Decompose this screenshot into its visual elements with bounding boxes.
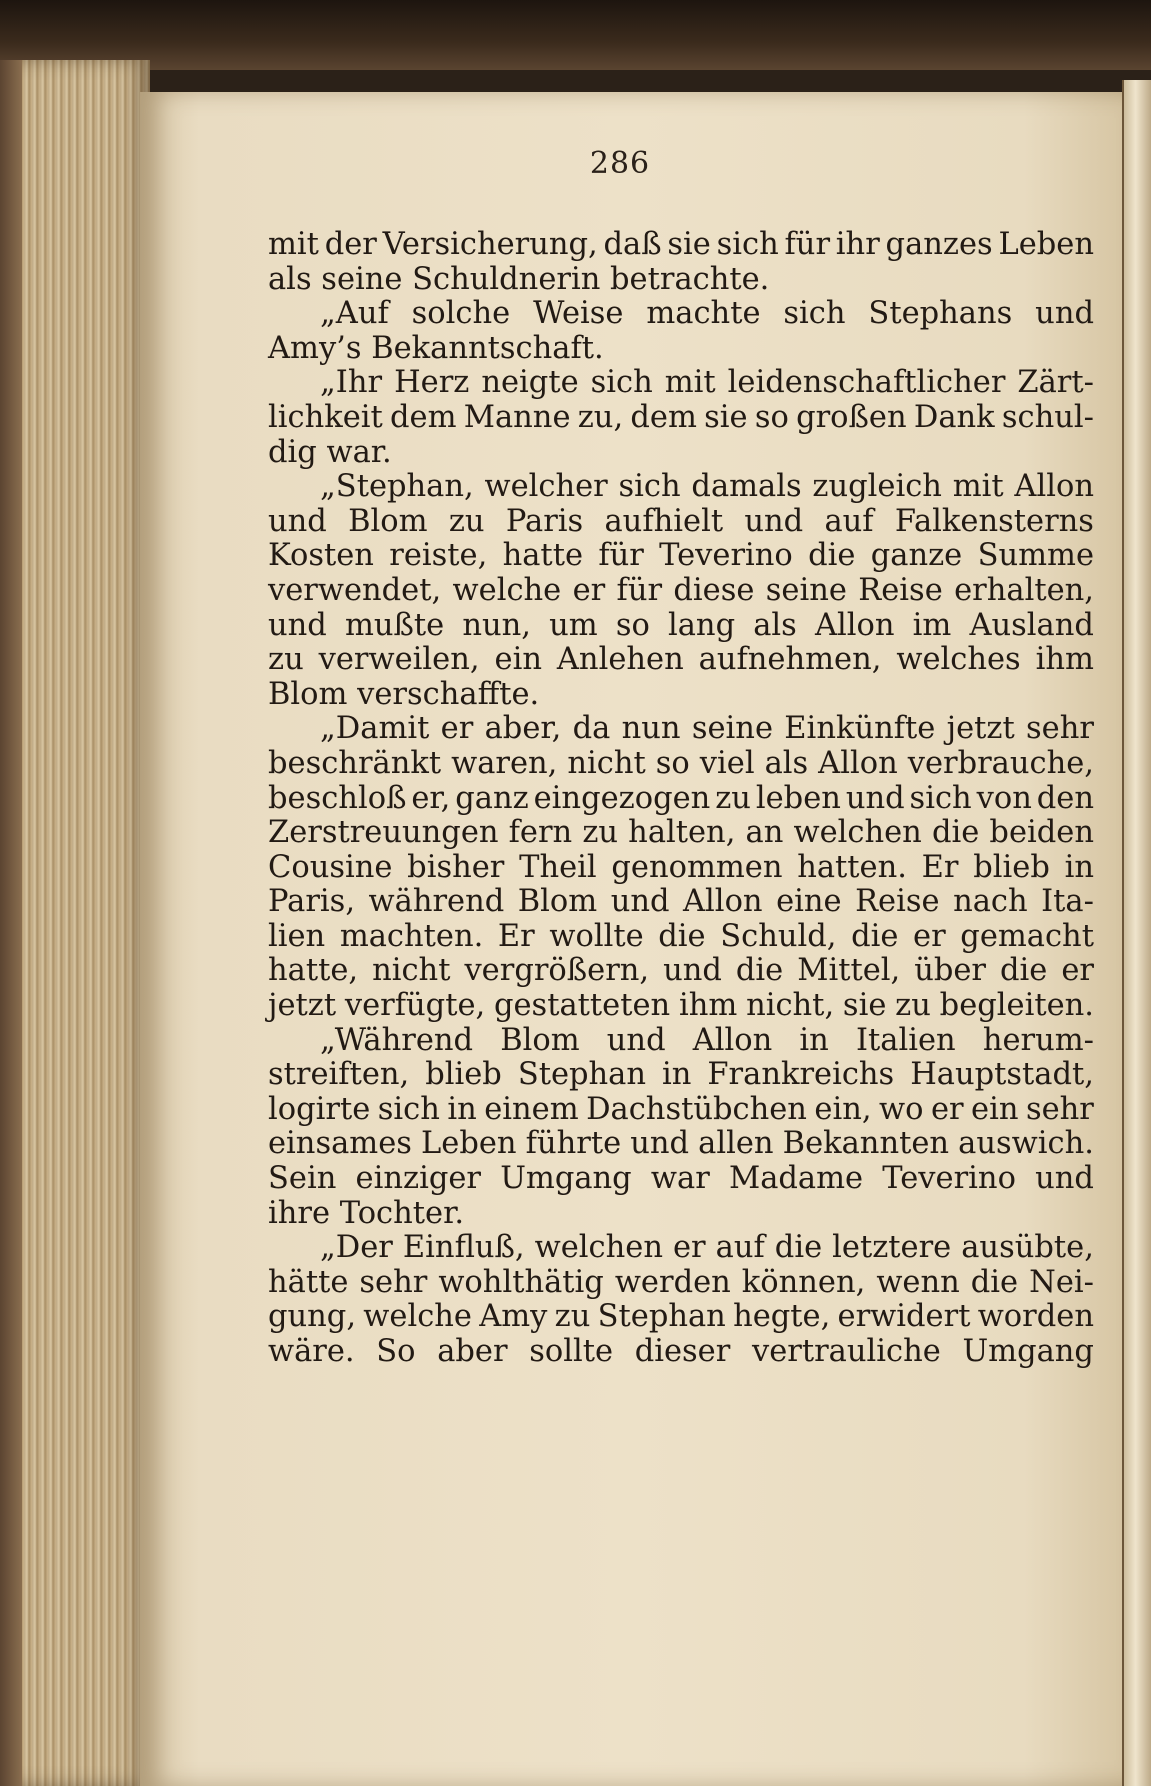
word: können, <box>741 1264 866 1300</box>
word: schul- <box>1001 399 1094 435</box>
word: eine <box>776 884 842 920</box>
word: sich <box>909 780 972 816</box>
word: verwendet, <box>268 572 442 608</box>
text-line <box>268 920 1094 955</box>
word: und <box>663 953 722 989</box>
page-edges <box>0 60 150 1786</box>
word: „Während <box>320 1022 474 1058</box>
text-line <box>268 1231 1094 1266</box>
word: ganz <box>455 780 529 816</box>
word: sich <box>377 1091 440 1127</box>
word: er <box>913 918 946 954</box>
word: Anlehen <box>556 642 684 678</box>
word: Ausland <box>969 607 1094 643</box>
word: Cousine <box>268 849 393 885</box>
word: so <box>615 607 650 643</box>
word: Mittel, <box>797 953 901 989</box>
text-line <box>268 436 1094 471</box>
word: Amy <box>479 1299 548 1335</box>
word: mußte <box>344 607 445 643</box>
word: Italien <box>855 1022 956 1058</box>
text-line <box>268 366 1094 401</box>
word: auf <box>715 1230 765 1266</box>
text-line <box>268 954 1094 989</box>
word: „Ihr <box>320 365 383 401</box>
word: allen <box>698 1126 774 1162</box>
word: ein <box>971 1091 1019 1127</box>
word: und <box>268 503 327 539</box>
word: während <box>368 884 505 920</box>
word: zu <box>715 780 751 816</box>
word: von <box>976 780 1032 816</box>
word: Blom <box>517 884 598 920</box>
word: Leben <box>998 227 1094 262</box>
word: welches <box>896 642 1021 678</box>
word: die <box>970 1264 1019 1300</box>
word: Paris, <box>268 884 356 920</box>
word: ihr <box>835 227 880 262</box>
word: er <box>930 1091 964 1127</box>
word: hatte, <box>268 953 359 989</box>
word: halten, <box>628 815 736 851</box>
word: zu <box>895 988 931 1024</box>
word: bisher <box>407 849 505 885</box>
word: aber, <box>484 711 562 747</box>
text-line <box>268 574 1094 609</box>
word: zu <box>554 1299 591 1335</box>
word: ein <box>494 642 542 678</box>
word: war <box>650 1161 710 1197</box>
word: reiste, <box>389 538 488 574</box>
text-line <box>268 1127 1094 1162</box>
word: welchen <box>793 815 922 851</box>
word: diese <box>673 572 755 608</box>
text-line <box>268 989 1094 1024</box>
word: Falkensterns <box>894 503 1094 539</box>
word: einsames <box>268 1126 412 1162</box>
word: logirte <box>268 1091 371 1127</box>
word: dieser <box>634 1334 731 1369</box>
word: Stephan <box>517 1057 647 1093</box>
word: daß <box>603 227 662 262</box>
word: er <box>440 711 474 747</box>
word: Sein <box>268 1161 337 1197</box>
word: wollte <box>549 918 644 954</box>
word: die <box>735 953 784 989</box>
word: blieb <box>425 1057 502 1093</box>
word: Allon <box>818 745 898 781</box>
word: Bekannten <box>782 1126 950 1162</box>
word: mit <box>268 227 319 262</box>
word: Herz <box>394 365 470 401</box>
word: worden <box>977 1299 1094 1335</box>
text-line <box>268 678 1094 713</box>
word: beiden <box>989 815 1094 851</box>
word: zu <box>268 642 304 678</box>
word: ihm <box>1035 642 1094 678</box>
word: lang <box>667 607 736 643</box>
word: Weise <box>533 296 624 332</box>
word: und <box>606 1022 666 1058</box>
word: in <box>1064 849 1094 885</box>
word: zugleich <box>812 469 942 505</box>
text-line <box>268 712 1094 747</box>
word: so <box>655 745 690 781</box>
text-line <box>268 747 1094 782</box>
word: einziger <box>355 1161 481 1197</box>
word: Blom <box>348 503 428 539</box>
word: als <box>764 745 809 781</box>
word: und <box>630 1126 690 1162</box>
word: auf <box>824 503 874 539</box>
text-line-content: Blom verschaffte. <box>268 676 540 712</box>
word: werden <box>614 1264 731 1300</box>
word: beschloß <box>268 780 407 816</box>
word: nun, <box>462 607 531 643</box>
word: erwidert <box>837 1299 971 1335</box>
word: dem <box>390 399 457 435</box>
word: und <box>845 780 905 816</box>
text-line-content: ihre Tochter. <box>268 1195 465 1231</box>
word: nicht <box>372 953 451 989</box>
word: als <box>753 607 797 643</box>
word: sehr <box>359 1264 428 1300</box>
text-line <box>268 1300 1094 1335</box>
word: sich <box>618 469 681 505</box>
word: für <box>598 538 644 574</box>
text-line <box>268 1335 1094 1370</box>
word: in <box>662 1057 692 1093</box>
word: Blom <box>500 1022 580 1058</box>
text-line <box>268 1024 1094 1059</box>
word: Madame <box>728 1161 864 1197</box>
word: und <box>610 884 670 920</box>
word: er <box>1061 953 1094 989</box>
text-line <box>268 1058 1094 1093</box>
word: nicht, <box>746 988 835 1024</box>
book-binding-top <box>0 0 1151 70</box>
word: So <box>376 1334 416 1369</box>
word: ganzes <box>885 227 993 262</box>
word: großen <box>796 399 907 435</box>
word: sie <box>842 988 887 1024</box>
word: Allon <box>814 607 895 643</box>
text-line-content: dig war. <box>268 434 392 470</box>
word: nach <box>953 884 1028 920</box>
word: Leben <box>421 1126 517 1162</box>
word: beschränkt <box>268 745 442 781</box>
word: Reise <box>858 572 943 608</box>
word: welche <box>363 1299 472 1335</box>
word: verweilen, <box>318 642 480 678</box>
word: Manne <box>463 399 571 435</box>
word: welche <box>452 572 562 608</box>
word: Theil <box>519 849 597 885</box>
word: hegte, <box>733 1299 831 1335</box>
word: Allon <box>692 1022 773 1058</box>
text-line <box>268 505 1094 540</box>
word: seine <box>765 572 847 608</box>
word: die <box>658 918 706 954</box>
word: letztere <box>832 1230 952 1266</box>
word: neigte <box>481 365 579 401</box>
word: für <box>616 572 663 608</box>
word: eingezogen <box>533 780 711 816</box>
word: Dachstübchen <box>586 1091 807 1127</box>
word: machte <box>646 296 761 332</box>
word: so <box>754 399 789 435</box>
word: um <box>549 607 598 643</box>
text-line <box>268 609 1094 644</box>
word: Dank <box>913 399 995 435</box>
word: mit <box>952 469 1004 505</box>
word: sich <box>716 227 779 262</box>
word: vertrauliche <box>751 1334 941 1369</box>
word: Paris <box>505 503 584 539</box>
word: in <box>447 1091 477 1127</box>
word: sie <box>704 399 748 435</box>
word: mit <box>664 365 716 401</box>
word: auswich. <box>958 1126 1094 1162</box>
word: genommen <box>611 849 783 885</box>
word: hätte <box>268 1264 349 1300</box>
word: Nei- <box>1029 1264 1094 1300</box>
word: die <box>1000 953 1048 989</box>
text-line <box>268 1162 1094 1197</box>
word: an <box>745 815 784 851</box>
word: nicht <box>567 745 646 781</box>
word: aufnehmen, <box>698 642 882 678</box>
word: vergrößern, <box>464 953 650 989</box>
word: aufhielt <box>604 503 724 539</box>
word: die <box>931 815 980 851</box>
word: fern <box>508 815 573 851</box>
word: Zärt- <box>1017 365 1094 401</box>
word: begleiten. <box>939 988 1094 1024</box>
word: ausübte, <box>961 1230 1094 1266</box>
word: aber <box>437 1334 508 1369</box>
word: streiften, <box>268 1057 410 1093</box>
word: hatte <box>502 538 583 574</box>
word: Teverino <box>659 538 793 574</box>
word: lichkeit <box>268 399 383 435</box>
word: gemacht <box>960 918 1094 954</box>
word: sich <box>590 365 653 401</box>
word: zu <box>582 815 619 851</box>
word: „Damit <box>320 711 430 747</box>
text-line <box>268 470 1094 505</box>
word: er, <box>411 780 451 816</box>
word: die <box>774 1230 823 1266</box>
word: Stephans <box>868 296 1013 332</box>
word: damals <box>691 469 802 505</box>
word: Einkünfte <box>784 711 936 747</box>
word: jetzt <box>946 711 1015 747</box>
word: dem <box>630 399 697 435</box>
word: „Der <box>320 1230 393 1266</box>
word: sollte <box>529 1334 614 1369</box>
facing-page-edge <box>1122 80 1151 1786</box>
word: Allon <box>683 884 763 920</box>
word: Summe <box>977 538 1094 574</box>
text-line <box>268 816 1094 851</box>
word: und <box>268 607 327 643</box>
word: Hauptstadt, <box>910 1057 1094 1093</box>
word: Schuld, <box>720 918 837 954</box>
word: jetzt <box>268 988 337 1024</box>
word: erhalten, <box>954 572 1094 608</box>
word: „Stephan, <box>320 469 474 505</box>
word: Zerstreuungen <box>268 815 499 851</box>
word: welchen <box>534 1230 663 1266</box>
word: über <box>914 953 987 989</box>
word: zu, <box>577 399 624 435</box>
word: nun <box>621 711 681 747</box>
word: waren, <box>451 745 558 781</box>
word: den <box>1036 780 1094 816</box>
word: Reise <box>855 884 940 920</box>
word: Kosten <box>268 538 374 574</box>
word: der <box>324 227 377 262</box>
word: in <box>799 1022 829 1058</box>
text-line <box>268 643 1094 678</box>
text-line-content: Amy’s Bekanntschaft. <box>268 330 604 366</box>
word: „Auf <box>320 296 389 332</box>
word: einem <box>484 1091 579 1127</box>
word: machten. <box>339 918 484 954</box>
word: Umgang <box>500 1161 632 1197</box>
text-line <box>268 1197 1094 1232</box>
word: und <box>1035 296 1094 332</box>
text-line <box>268 332 1094 367</box>
word: Umgang <box>962 1334 1094 1369</box>
word: hatten. <box>797 849 907 885</box>
word: lien <box>268 918 326 954</box>
word: blieb <box>973 849 1050 885</box>
text-line <box>268 885 1094 920</box>
word: er <box>572 572 606 608</box>
text-line <box>268 1266 1094 1301</box>
word: da <box>572 711 611 747</box>
word: Versicherung, <box>382 227 598 262</box>
text-line <box>268 263 1094 298</box>
text-line <box>268 297 1094 332</box>
word: wäre. <box>268 1334 355 1369</box>
word: Ita- <box>1041 884 1094 920</box>
word: leben <box>755 780 841 816</box>
text-line <box>268 851 1094 886</box>
word: Teverino <box>882 1161 1016 1197</box>
word: herum- <box>982 1022 1094 1058</box>
word: führte <box>525 1126 622 1162</box>
body-text <box>268 228 1094 1370</box>
word: sie <box>667 227 711 262</box>
word: die <box>851 918 899 954</box>
word: ganze <box>870 538 963 574</box>
word: und <box>1035 1161 1094 1197</box>
text-line <box>268 1093 1094 1128</box>
text-line <box>268 401 1094 436</box>
text-line <box>268 228 1094 263</box>
word: die <box>808 538 856 574</box>
word: im <box>912 607 952 643</box>
text-line <box>268 539 1094 574</box>
word: wo <box>879 1091 924 1127</box>
word: seine <box>691 711 773 747</box>
word: Einfluß, <box>402 1230 525 1266</box>
word: leidenschaftlicher <box>727 365 1006 401</box>
word: Er <box>921 849 959 885</box>
word: solche <box>411 296 511 332</box>
word: für <box>784 227 831 262</box>
text-line <box>268 782 1094 817</box>
word: wohlthätig <box>438 1264 604 1300</box>
word: sich <box>783 296 846 332</box>
word: er <box>673 1230 706 1266</box>
word: gestatteten <box>493 988 671 1024</box>
word: Stephan <box>597 1299 726 1335</box>
word: verbrauche, <box>907 745 1094 781</box>
word: und <box>744 503 804 539</box>
word: gung, <box>268 1299 357 1335</box>
word: ihm <box>678 988 738 1024</box>
word: sehr <box>1025 1091 1094 1127</box>
word: Allon <box>1014 469 1094 505</box>
word: zu <box>448 503 485 539</box>
word: ein, <box>814 1091 872 1127</box>
word: welcher <box>484 469 608 505</box>
word: Frankreichs <box>707 1057 895 1093</box>
word: Er <box>497 918 535 954</box>
word: viel <box>699 745 755 781</box>
word: verfügte, <box>344 988 486 1024</box>
word: wenn <box>876 1264 960 1300</box>
word: sehr <box>1026 711 1094 747</box>
text-line-content: als seine Schuldnerin betrachte. <box>268 261 770 297</box>
page-number: 286 <box>589 146 651 181</box>
